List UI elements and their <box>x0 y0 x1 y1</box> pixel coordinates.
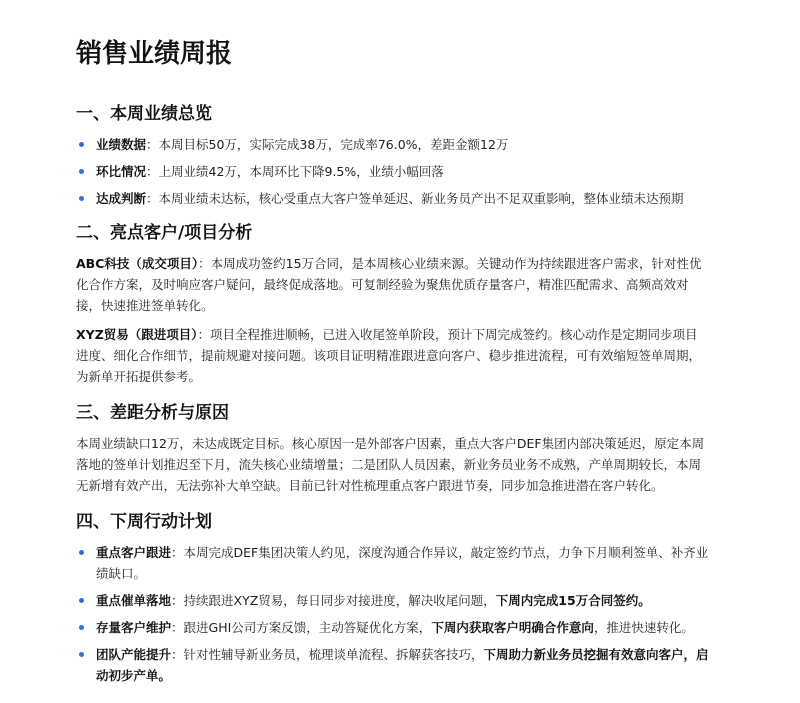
highlight-paragraph-abc <box>76 253 710 316</box>
list-item <box>76 134 710 155</box>
item-text: 本周完成DEF集团决策人约见，深度沟通合作异议，敲定签约节点，力争下月顺利签单、补齐业绩缺口。 <box>96 545 709 581</box>
item-separator: ： <box>171 647 184 662</box>
item-label: 环比情况 <box>96 164 147 179</box>
item-emphasis: 下周内获取客户明确合作意向 <box>431 620 594 635</box>
section-heading-overview: 一、本周业绩总览 <box>76 104 212 124</box>
item-separator: ： <box>146 137 159 152</box>
item-emphasis: 下周内完成15万合同签约。 <box>495 593 651 608</box>
item-text: 针对性辅导新业务员，梳理谈单流程、拆解获客技巧， <box>183 647 484 662</box>
bullet-icon <box>79 169 84 174</box>
section-heading-gap-analysis: 三、差距分析与原因 <box>76 403 229 423</box>
project-text: ：项目全程推进顺畅，已进入收尾签单阶段，预计下周完成签约。核心动作是定期同步项目进度、细化合作细节，提前规避对接问题。该项目证明精准跟进意向客户、稳步推进流程，可有效缩短签单周期，为新单开拓提供参考。 <box>76 327 702 384</box>
section-heading-highlights: 二、亮点客户/项目分析 <box>76 223 253 243</box>
item-separator: ： <box>171 620 184 635</box>
list-item <box>76 590 710 611</box>
gap-analysis-paragraph: 本周业绩缺口12万，未达成既定目标。核心原因一是外部客户因素，重点大客户DEF集团内部决策延迟，原定本周落地的签单计划推迟至下月，流失核心业绩增量；二是团队人员因素，新业务员业务不成熟，产单周期较长，本周无新增有效产出，无法弥补大单空缺。目前已针对性梳理重点客户跟进节奏，同步加急推进潜在客户转化。 <box>76 436 705 493</box>
item-label: 存量客户维护 <box>96 620 172 635</box>
overview-list <box>76 134 710 209</box>
list-item <box>76 161 710 182</box>
project-label: XYZ贸易（跟进项目） <box>76 327 198 342</box>
item-separator: ： <box>171 545 184 560</box>
bullet-icon <box>79 196 84 201</box>
page-title: 销售业绩周报 <box>76 39 233 69</box>
list-item <box>76 617 710 638</box>
bullet-icon <box>79 652 84 657</box>
item-text: 本周目标50万，实际完成38万，完成率76.0%，差距金额12万 <box>158 137 509 152</box>
item-separator: ： <box>146 191 159 206</box>
bullet-icon <box>79 625 84 630</box>
item-emphasis: 下周助力新业务员挖掘有效意向客户，启动初步产单。 <box>96 647 709 683</box>
item-text: 上周业绩42万，本周环比下降9.5%，业绩小幅回落 <box>158 164 444 179</box>
item-separator: ： <box>171 593 184 608</box>
list-item <box>76 188 710 209</box>
section-heading-action-plan: 四、下周行动计划 <box>76 512 212 532</box>
item-text: 持续跟进XYZ贸易，每日同步对接进度，解决收尾问题， <box>183 593 496 608</box>
item-label: 重点客户跟进 <box>96 545 172 560</box>
highlight-paragraph-xyz <box>76 324 710 387</box>
action-plan-list <box>76 542 710 686</box>
item-label: 业绩数据 <box>96 137 147 152</box>
item-tail: ，推进快速转化。 <box>593 620 694 635</box>
item-text: 本周业绩未达标，核心受重点大客户签单延迟、新业务员产出不足双重影响，整体业绩未达预期 <box>158 191 684 206</box>
bullet-icon <box>79 142 84 147</box>
bullet-icon <box>79 598 84 603</box>
project-label: ABC科技（成交项目） <box>76 256 199 271</box>
item-separator: ： <box>146 164 159 179</box>
project-text: ：本周成功签约15万合同，是本周核心业绩来源。关键动作为持续跟进客户需求，针对性优化合作方案，及时响应客户疑问，最终促成落地。可复制经验为聚焦优质存量客户，精准匹配需求、高频高效对接，快速推进签单转化。 <box>76 256 702 313</box>
bullet-icon <box>79 550 84 555</box>
item-label: 达成判断 <box>96 191 147 206</box>
item-label: 团队产能提升 <box>96 647 172 662</box>
list-item <box>76 644 710 686</box>
list-item <box>76 542 710 584</box>
item-label: 重点催单落地 <box>96 593 172 608</box>
item-text: 跟进GHI公司方案反馈，主动答疑优化方案， <box>183 620 432 635</box>
